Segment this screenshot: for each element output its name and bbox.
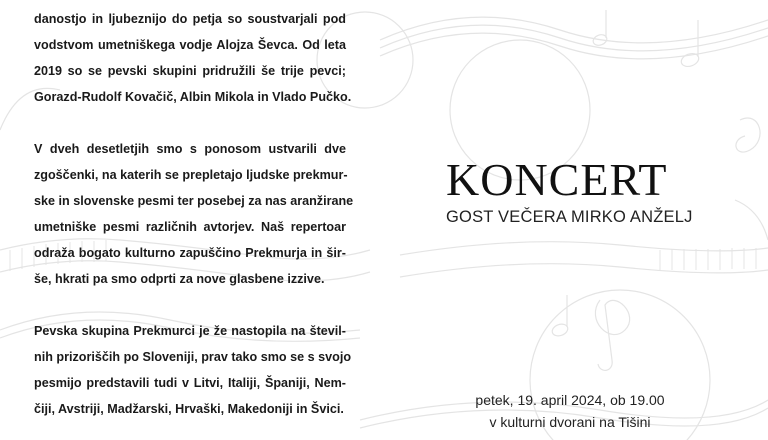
text-line: Pevska skupina Prekmurci je že nastopila na števil- — [34, 324, 346, 338]
text-line: umetniške pesmi različnih avtorjev. Naš repertoar — [34, 220, 346, 234]
text-line: Gorazd-Rudolf Kovačič, Albin Mikola in Vlado Pučko. — [34, 90, 352, 104]
choir-description — [34, 6, 354, 422]
text-line: zgoščenki, na katerih se prepletajo ljudske prekmur- — [34, 168, 348, 182]
text-line: nih prizoriščih po Sloveniji, prav tako smo se s svojo — [34, 350, 352, 364]
text-line: V dveh desetletjih smo s ponosom ustvarili dve — [34, 142, 346, 156]
text-line: danostjo in ljubeznijo do petja so soustvarjali pod — [34, 12, 346, 26]
description-paragraph-1 — [34, 6, 352, 110]
text-line: 2019 so se pevski skupini pridružili še trije pevci; — [34, 64, 346, 78]
description-paragraph-3 — [34, 318, 352, 422]
concert-title: KONCERT — [446, 154, 668, 205]
guest-subtitle: GOST VEČERA MIRKO ANŽELJ — [446, 208, 693, 226]
description-paragraph-2 — [34, 136, 354, 292]
text-line: odraža bogato kulturno zapuščino Prekmurja in šir- — [34, 246, 346, 260]
text-line: čiji, Avstriji, Madžarski, Hrvaški, Makedoniji in Švici. — [34, 402, 344, 416]
event-details — [454, 389, 686, 433]
text-line: še, hkrati pa smo odprti za nove glasbene izzive. — [34, 272, 325, 286]
event-date-time: petek, 19. april 2024, ob 19.00 — [475, 392, 665, 408]
event-venue: v kulturni dvorani na Tišini — [489, 414, 651, 430]
text-line: pesmijo predstavili tudi v Litvi, Italiji, Španiji, Nem- — [34, 376, 346, 390]
text-line: ske in slovenske pesmi ter posebej za nas aranžirane — [34, 194, 354, 208]
text-line: vodstvom umetniškega vodje Alojza Ševca. Od leta — [34, 38, 346, 52]
